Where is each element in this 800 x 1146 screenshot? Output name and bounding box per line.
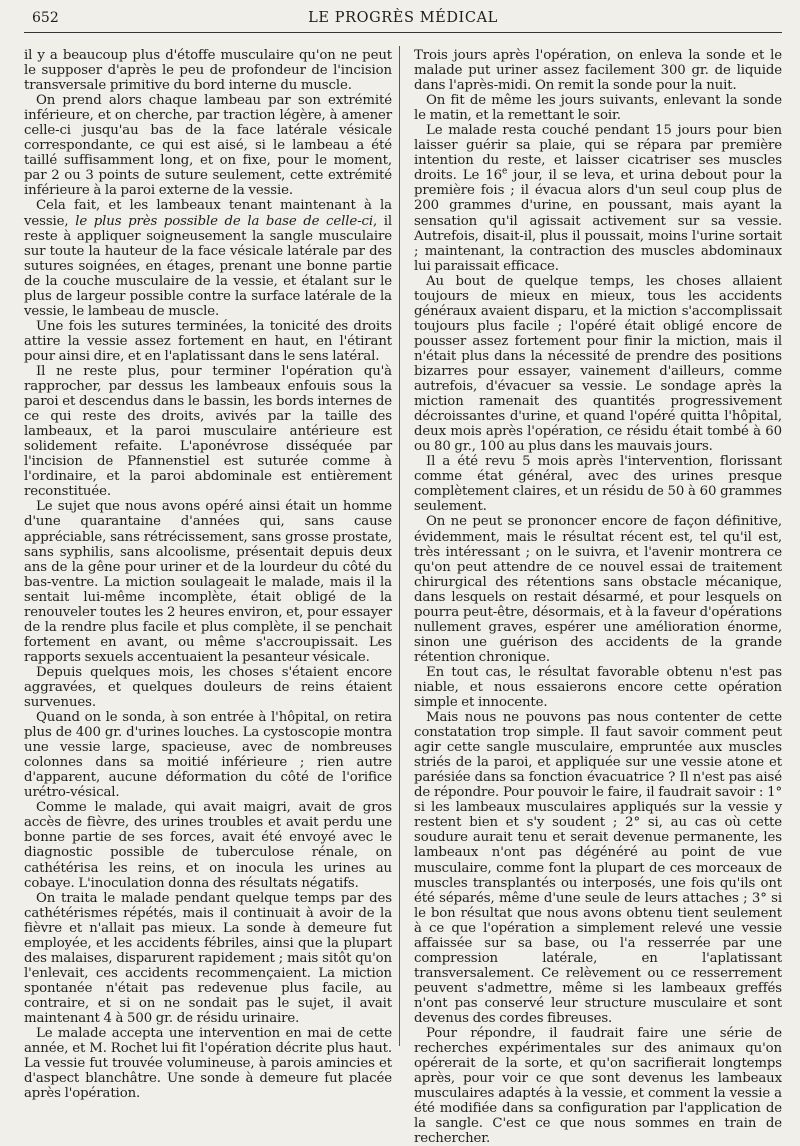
paragraph: On ne peut se prononcer encore de façon définitive, évidemment, mais le résultat récent est, tel qu'il est, très intéressant ; on le suivra, et l'avenir montrera ce qu'on peut attendre de ce nouvel essai de traitement chirurgical des rétentions sans obstacle mécanique, dans lesquels on restait désarmé, et pour lesquels on pourra peut-être, désormais, et à la faveur d'opérations nullement graves, espérer une amélioration énorme, sinon une guérison des accidents de la grande rétention chronique. (414, 514, 782, 665)
paragraph: Trois jours après l'opération, on enleva la sonde et le malade put uriner assez facilement 300 gr. de liquide dans l'après-midi. On remit la sonde pour la nuit. (414, 48, 782, 94)
paragraph: On prend alors chaque lambeau par son extrémité inférieure, et on cherche, par traction légère, à amener celle-ci jusqu'au bas de la face latérale vésicale correspondante, ce qui est aisé, si le lambeau a été taillé suffisamment long, et on fixe, pour le moment, par 2 ou 3 points de suture seulement, cette extrémité inférieure à la paroi externe de la vessie. (24, 93, 392, 199)
paragraph (24, 198, 392, 318)
page-number: 652 (32, 10, 59, 26)
paragraph: Au bout de quelque temps, les choses allaient toujours de mieux en mieux, tous les accidents généraux avaient disparu, et la miction s'accomplissait toujours plus facile ; l'opéré était obligé encore de pousser assez fortement pour finir la miction, mais il n'était plus dans la nécessité de prendre des positions bizarres pour essayer, vainement d'ailleurs, comme autrefois, d'évacuer sa vessie. Le sondage après la miction ramenait des quantités progressivement décroissantes d'urine, et quand l'opéré quitta l'hôpital, deux mois après l'opération, ce résidu était tombé à 60 ou 80 gr., 100 au plus dans les mauvais jours. (414, 273, 782, 455)
column-divider (399, 46, 400, 1046)
superscript: e (501, 166, 508, 177)
paragraph: Le malade accepta une intervention en mai de cette année, et M. Rochet lui fit l'opération décrite plus haut. La vessie fut trouvée volumineuse, à parois amincies et d'aspect blanchâtre. Une sonde à demeure fut placée après l'opération. (24, 1026, 392, 1102)
paragraph: Il ne reste plus, pour terminer l'opération qu'à rapprocher, par dessus les lambeaux enfouis sous la paroi et descendus dans le bassin, les bords internes de ce qui reste des droits, avivés par la taille des lambeaux, et la paroi musculaire antérieure est solidement refaite. L'aponévrose disséquée par l'incision de Pfannenstiel est suturée comme à l'ordinaire, et la paroi abdominale est entièrement reconstituée. (24, 363, 392, 500)
running-title: LE PROGRÈS MÉDICAL (308, 10, 498, 26)
paragraph: Le sujet que nous avons opéré ainsi était un homme d'une quarantaine d'années qui, sans cause appréciable, sans rétrécissement, sans grosse prostate, sans syphilis, sans alcoolisme, présentait depuis deux ans de la gêne pour uriner et de la lourdeur du côté du bas-ventre. La miction soulageait le malade, mais il la sentait lui-même incomplète, était obligé de la renouveler toutes les 2 heures environ, et, pour essayer de la rendre plus facile et plus complète, il se penchait fortement en avant, ou même s'accroupissait. Les rapports sexuels accentuaient la pesanteur vésicale. (24, 499, 392, 665)
paragraph: On traita le malade pendant quelque temps par des cathétérismes répétés, mais il continuait à avoir de la fièvre et n'allait pas mieux. La sonde à demeure fut employée, et les accidents fébriles, ainsi que la plupart des malaises, disparurent rapidement ; mais sitôt qu'on l'enlevait, ces accidents recommençaient. La miction spontanée n'était pas redevenue plus facile, au contraire, et si on ne sondait pas le sujet, il avait maintenant 4 à 500 gr. de résidu urinaire. (24, 890, 392, 1026)
paragraph: En tout cas, le résultat favorable obtenu n'est pas niable, et nous essaierons encore cette opération simple et innocente. (414, 664, 782, 711)
paragraph (414, 123, 782, 273)
text-run: Le malade resta couché pendant 15 jours pour bien laisser guérir sa plaie, qui se répara par première intention du reste, et laisser cicatriser ses muscles droits. Le 16 (414, 123, 782, 184)
paragraph: Il a été revu 5 mois après l'intervention, florissant comme état général, avec des urines presque complètement claires, et un résidu de 50 à 60 grammes seulement. (414, 454, 782, 515)
paragraph: il y a beaucoup plus d'étoffe musculaire qu'on ne peut le supposer d'après le peu de profondeur de l'incision transversale primitive du bord interne du muscle. (24, 48, 392, 94)
text-run: jour, il se leva, et urina debout pour la première fois ; il évacua alors d'un seul coup plus de 200 grammes d'urine, en poussant, mais ayant la sensation qu'il agissait activement sur sa vessie. Autrefois, disait-il, plus il poussait, moins l'urine sortait ; maintenant, la contraction des muscles abdominaux lui paraissait efficace. (414, 168, 782, 274)
left-column (24, 48, 392, 1101)
paragraph: Depuis quelques mois, les choses s'étaient encore aggravées, et quelques douleurs de reins étaient survenues. (24, 664, 392, 711)
right-column (414, 48, 782, 1146)
text-run: , il reste à appliquer soigneusement la sangle musculaire sur toute la hauteur de la face vésicale latérale par des sutures soignées, en étages, prenant une bonne partie de la couche musculaire de la vessie, et étalant sur le plus de largeur possible contre la surface latérale de la vessie, le lambeau de muscle. (24, 213, 392, 319)
paragraph: Mais nous ne pouvons pas nous contenter de cette constatation trop simple. Il faut savoir comment peut agir cette sangle musculaire, empruntée aux muscles striés de la paroi, et appliquée sur une vessie atone et parésiée dans sa fonction évacuatrice ? Il n'est pas aisé de répondre. Pour pouvoir le faire, il faudrait savoir : 1° si les lambeaux musculaires appliqués sur la vessie y restent bien et s'y soudent ; 2° si, au cas où cette soudure aurait tenu et serait devenue permanente, les lambeaux n'ont pas dégénéré au point de vue musculaire, comme font la plupart de ces morceaux de muscles transplantés ou interposés, une fois qu'ils ont été séparés, même d'une seule de leurs attaches ; 3° si le bon résultat que nous avons obtenu tient seulement à ce que l'opération a simplement relevé une vessie affaissée sur sa base, ou l'a resserrée par une compression latérale, en l'aplatissant transversalement. Ce relèvement ou ce resserrement peuvent s'admettre, même si les lambeaux greffés n'ont pas conservé leur structure musculaire et sont devenus des cordes fibreuses. (414, 710, 782, 1026)
paragraph: Quand on le sonda, à son entrée à l'hôpital, on retira plus de 400 gr. d'urines louches. La cystoscopie montra une vessie large, spacieuse, avec de nombreuses colonnes dans sa moitié inférieure ; rien autre d'apparent, aucune déformation du côté de l'orifice urétro-vésical. (24, 710, 392, 801)
paragraph: Pour répondre, il faudrait faire une série de recherches expérimentales sur des animaux qu'on opérerait de la sorte, et qu'on sacrifierait longtemps après, pour voir ce que sont devenus les lambeaux musculaires adaptés à la vessie, et comment la vessie a été modifiée dans sa configuration par l'application de la sangle. C'est ce que nous sommes en train de rechercher. (414, 1026, 782, 1146)
text-run: Cela fait, et les lambeaux tenant maintenant à la vessie, (24, 198, 392, 229)
italic-text: le plus près possible de la base de celle-ci (75, 213, 373, 229)
paragraph: On fit de même les jours suivants, enlevant la sonde le matin, et la remettant le soir. (414, 93, 782, 124)
paragraph: Une fois les sutures terminées, la tonicité des droits attire la vessie assez fortement en haut, en l'étirant pour ainsi dire, et en l'aplatissant dans le sens latéral. (24, 318, 392, 364)
page-header (24, 6, 782, 33)
paragraph: Comme le malade, qui avait maigri, avait de gros accès de fièvre, des urines troubles et avait perdu une bonne partie de ses forces, avait été envoyé avec le diagnostic possible de tuberculose rénale, on cathétérisa les reins, et on inocula les urines au cobaye. L'inoculation donna des résultats négatifs. (24, 800, 392, 891)
